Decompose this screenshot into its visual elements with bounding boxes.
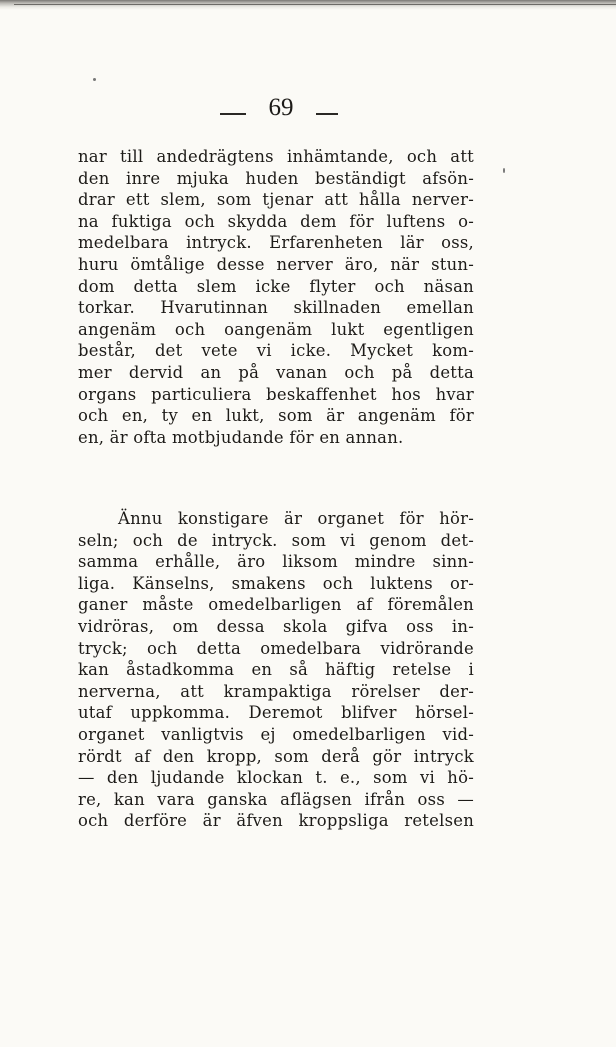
text-line: mer dervid an på vanan och på detta bbox=[78, 362, 474, 382]
text-line: nar till andedrägtens inhämtande, och att bbox=[78, 147, 474, 166]
header-dash-left bbox=[220, 113, 246, 115]
page-top-rule bbox=[14, 4, 616, 5]
text-line: rördt af den kropp, som derå gör intryck bbox=[78, 746, 474, 766]
text-line: huru ömtålige desse nerver äro, när stun- bbox=[78, 254, 474, 274]
text-line: liga. Känselns, smakens och luktens or- bbox=[78, 573, 474, 593]
text-line: består, det vete vi icke. Mycket kom- bbox=[78, 341, 474, 361]
text-line: re, kan vara ganska aflägsen ifrån oss — bbox=[78, 789, 474, 809]
text-line: medelbara intryck. Erfarenheten lär oss, bbox=[78, 233, 474, 253]
text-line: nerverna, att krampaktiga rörelser der- bbox=[78, 681, 474, 701]
text-line: och en, ty en lukt, som är angenäm för bbox=[78, 406, 474, 426]
text-line: seln; och de intryck. som vi genom det- bbox=[78, 530, 474, 550]
text-line: tryck; och detta omedelbara vidrörande bbox=[78, 638, 474, 658]
text-line: den inre mjuka huden beständigt afsön- bbox=[78, 168, 474, 188]
paragraph-1 bbox=[78, 146, 474, 448]
text-line: angenäm och oangenäm lukt egentligen bbox=[78, 319, 474, 339]
text-line: samma erhålle, äro liksom mindre sinn- bbox=[78, 552, 474, 572]
text-line: och derföre är äfven kroppsliga retelsen bbox=[78, 811, 474, 831]
text-line: en, är ofta motbjudande för en annan. bbox=[78, 427, 404, 447]
text-line: dom detta slem icke flyter och näsan bbox=[78, 276, 474, 296]
text-line: organs particuliera beskaffenhet hos hvar bbox=[78, 384, 474, 404]
text-line: Ännu konstigare är organet för hör- bbox=[118, 509, 474, 528]
page-header bbox=[0, 94, 616, 130]
paper-speck bbox=[503, 168, 505, 173]
text-line: organet vanligtvis ej omedelbarligen vid- bbox=[78, 724, 474, 744]
page-number: 69 bbox=[268, 94, 294, 121]
page-top-edge bbox=[0, 0, 616, 10]
text-line: vidröras, om dessa skola gifva oss in- bbox=[78, 616, 474, 636]
text-line: ganer måste omedelbarligen af föremålen bbox=[78, 595, 474, 615]
text-line: utaf uppkomma. Deremot blifver hörsel- bbox=[78, 703, 474, 723]
header-dash-right bbox=[316, 113, 338, 115]
text-line: — den ljudande klockan t. e., som vi hö- bbox=[78, 768, 474, 788]
text-line: drar ett slem, som tjenar att hålla nerver- bbox=[78, 190, 474, 210]
text-line: na fuktiga och skydda dem för luftens o- bbox=[78, 211, 474, 231]
paper-speck bbox=[93, 78, 96, 81]
text-line: torkar. Hvarutinnan skillnaden emellan bbox=[78, 298, 474, 318]
text-line: kan åstadkomma en så häftig retelse i bbox=[78, 660, 474, 680]
paragraph-2 bbox=[78, 508, 474, 832]
